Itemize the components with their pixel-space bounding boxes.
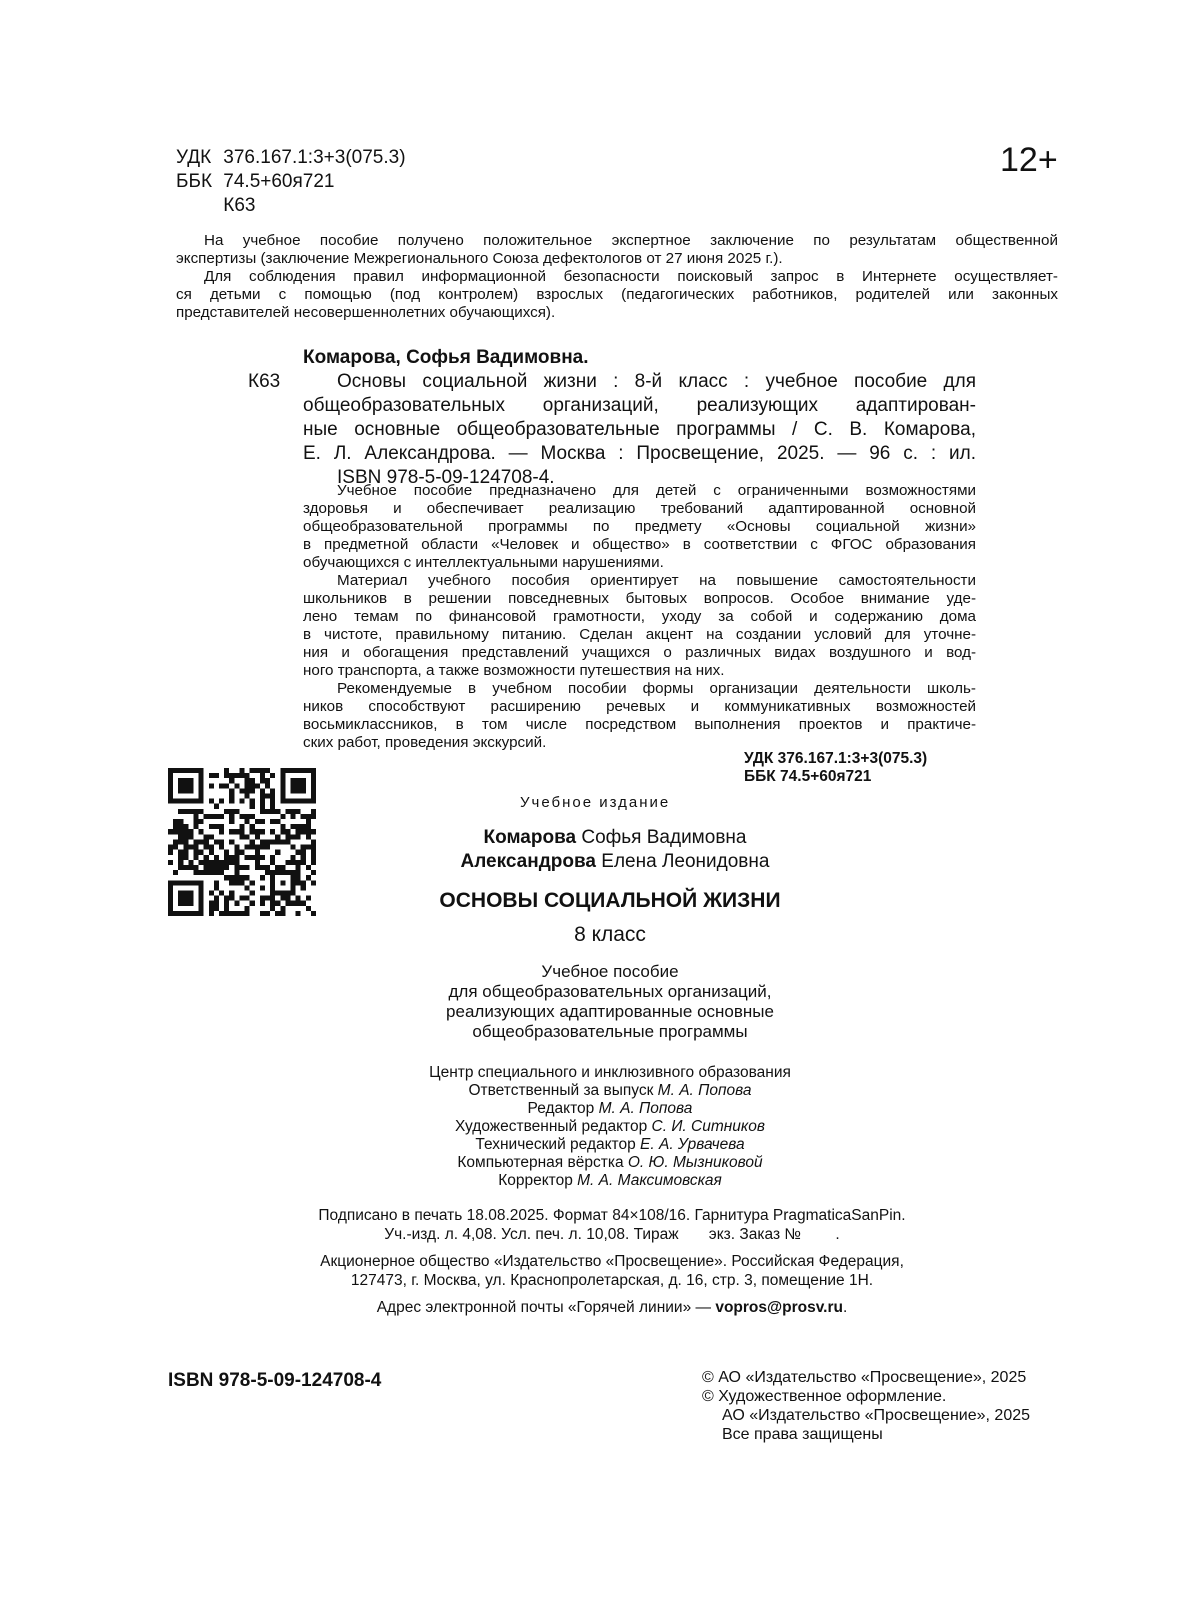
purpose-line: реализующих адаптированные основные bbox=[446, 1002, 774, 1021]
staff-role: Компьютерная вёрстка bbox=[457, 1154, 628, 1171]
rights-reserved: Все права защищены bbox=[722, 1426, 883, 1443]
publisher-address: 127473, г. Москва, ул. Краснопролетарская, д. 16, стр. 3, помещение 1Н. bbox=[350, 1272, 874, 1289]
print-details: Уч.-изд. л. 4,08. Усл. печ. л. 10,08. Тираж экз. Заказ № . bbox=[384, 1226, 840, 1243]
center-name: Центр специального и инклюзивного образования bbox=[429, 1064, 791, 1081]
email-suffix: . bbox=[842, 1299, 848, 1316]
annotation-line: восьмиклассников, в том числе посредством выполнения проектов и практиче- bbox=[303, 716, 976, 733]
staff-role: Художественный редактор bbox=[455, 1118, 652, 1135]
annotation-line: ного транспорта, а также возможности путешествия на них. bbox=[303, 662, 725, 679]
imprint-authors bbox=[400, 826, 830, 874]
imprint-author bbox=[400, 850, 830, 874]
author-mark: К63 bbox=[223, 195, 256, 216]
expert-note bbox=[176, 232, 1058, 268]
book-grade: 8 класс bbox=[574, 923, 646, 946]
staff-line bbox=[360, 1136, 860, 1154]
bbk-value: 74.5+60я721 bbox=[223, 171, 335, 192]
purpose-line: для общеобразовательных организаций, bbox=[448, 982, 772, 1001]
annotation-line: школьников в решении повседневных бытовых вопросов. Особое внимание уде- bbox=[303, 590, 976, 607]
note-line: экспертизы (заключение Межрегионального Союза дефектологов от 27 июня 2025 г.). bbox=[176, 250, 783, 267]
staff-role: Ответственный за выпуск bbox=[468, 1082, 658, 1099]
annotation-line: в предметной области «Человек и общество» в соответствии с ФГОС образования bbox=[303, 536, 976, 553]
staff-line bbox=[360, 1118, 860, 1136]
author-given-name: Елена Леонидовна bbox=[596, 851, 770, 872]
isbn: ISBN 978-5-09-124708-4 bbox=[168, 1370, 382, 1391]
biblio-line: Е. Л. Александрова. — Москва : Просвещение, 2025. — 96 с. : ил. bbox=[303, 443, 976, 464]
annotation-line: обучающихся с интеллектуальными нарушениями. bbox=[303, 554, 664, 571]
annotation-line: лено темам по финансовой грамотности, уходу за собой и содержанию дома bbox=[303, 608, 976, 625]
print-details: Подписано в печать 18.08.2025. Формат 84×108/16. Гарнитура PragmaticaSanPin. bbox=[318, 1207, 906, 1224]
purpose-line: общеобразовательные программы bbox=[472, 1022, 748, 1041]
card-classification bbox=[744, 750, 927, 786]
card-author: Комарова, Софья Вадимовна. bbox=[303, 347, 589, 368]
note-line: ся детьми с помощью (под контролем) взрослых (педагогических работников, родителей или законных bbox=[176, 286, 1058, 303]
author-surname: Александрова bbox=[460, 851, 596, 872]
bibliographic-description bbox=[303, 370, 976, 490]
staff-name: О. Ю. Мызниковой bbox=[627, 1154, 763, 1171]
staff-role: Технический редактор bbox=[475, 1136, 641, 1153]
staff-role: Корректор bbox=[498, 1172, 578, 1189]
author-given-name: Софья Вадимовна bbox=[576, 827, 747, 848]
annotation bbox=[303, 482, 976, 752]
staff-line bbox=[360, 1100, 860, 1118]
copyright-line: © АО «Издательство «Просвещение», 2025 bbox=[702, 1369, 1027, 1386]
note-line: На учебное пособие получено положительное экспертное заключение по результатам общественной bbox=[204, 232, 1058, 249]
staff-line bbox=[360, 1154, 860, 1172]
biblio-line: ные основные общеобразовательные программы / С. В. Комарова, bbox=[303, 419, 976, 440]
edition-type: Учебное издание bbox=[520, 794, 671, 811]
annotation-line: здоровья и обеспечивает реализацию требований адаптированной основной bbox=[303, 500, 976, 517]
safety-note bbox=[176, 268, 1058, 322]
staff-line bbox=[360, 1172, 860, 1190]
card-bbk: ББК 74.5+60я721 bbox=[744, 768, 872, 785]
publisher-address: Акционерное общество «Издательство «Просвещение». Российская Федерация, bbox=[320, 1253, 904, 1270]
annotation-line: Рекомендуемые в учебном пособии формы организации деятельности школь- bbox=[337, 680, 976, 697]
notes bbox=[176, 232, 1058, 322]
staff-name: М. А. Попова bbox=[598, 1100, 693, 1117]
staff-name: Е. А. Урвачева bbox=[640, 1136, 745, 1153]
card-udk: УДК 376.167.1:3+3(075.3) bbox=[744, 750, 928, 767]
staff-name: М. А. Попова bbox=[657, 1082, 752, 1099]
staff-name: С. И. Ситников bbox=[651, 1118, 765, 1135]
staff-name: М. А. Максимовская bbox=[577, 1172, 722, 1189]
udk-label: УДК bbox=[176, 147, 212, 168]
biblio-line: Основы социальной жизни : 8-й класс : учебное пособие для bbox=[337, 371, 976, 392]
purpose-line: Учебное пособие bbox=[541, 962, 679, 981]
biblio-line: ISBN 978-5-09-124708-4. bbox=[337, 467, 555, 488]
note-line: Для соблюдения правил информационной безопасности поисковый запрос в Интернете осуществляет- bbox=[204, 268, 1058, 285]
udk-value: 376.167.1:3+3(075.3) bbox=[223, 147, 406, 168]
copyright-line: АО «Издательство «Просвещение», 2025 bbox=[722, 1407, 1031, 1424]
staff-role: Редактор bbox=[527, 1100, 599, 1117]
annotation-line: ников способствуют расширению речевых и коммуникативных возможностей bbox=[303, 698, 976, 715]
qr-code bbox=[168, 768, 316, 916]
annotation-line: Материал учебного пособия ориентирует на повышение самостоятельности bbox=[337, 572, 976, 589]
classification-header bbox=[176, 146, 406, 218]
annotation-line: в чистоте, правильному питанию. Сделан акцент на создании условий для уточне- bbox=[303, 626, 976, 643]
annotation-line: ния и обогащения представлений учащихся о различных видах воздушного и вод- bbox=[303, 644, 976, 661]
editorial-staff bbox=[360, 1064, 860, 1190]
card-code: К63 bbox=[248, 371, 281, 392]
print-info bbox=[250, 1206, 974, 1317]
bbk-label: ББК bbox=[176, 171, 213, 192]
imprint-author bbox=[400, 826, 830, 850]
hotline-email-line bbox=[250, 1298, 974, 1317]
book-title: ОСНОВЫ СОЦИАЛЬНОЙ ЖИЗНИ bbox=[439, 889, 781, 912]
copyright-line: © Художественное оформление. bbox=[702, 1388, 947, 1405]
annotation-line: Учебное пособие предназначено для детей с ограниченными возможностями bbox=[337, 482, 976, 499]
copyright-block bbox=[702, 1368, 1030, 1444]
email-link[interactable]: vopros@prosv.ru bbox=[715, 1299, 843, 1316]
biblio-line: общеобразовательных организаций, реализующих адаптирован- bbox=[303, 395, 976, 416]
note-line: представителей несовершеннолетних обучающихся). bbox=[176, 304, 556, 321]
annotation-line: ских работ, проведения экскурсий. bbox=[303, 734, 547, 751]
staff-line bbox=[360, 1082, 860, 1100]
email-label: Адрес электронной почты «Горячей линии» — bbox=[376, 1299, 716, 1316]
book-purpose bbox=[380, 962, 840, 1042]
author-surname: Комарова bbox=[483, 827, 577, 848]
annotation-line: общеобразовательной программы по предмету «Основы социальной жизни» bbox=[303, 518, 976, 535]
age-rating: 12+ bbox=[1000, 141, 1058, 179]
